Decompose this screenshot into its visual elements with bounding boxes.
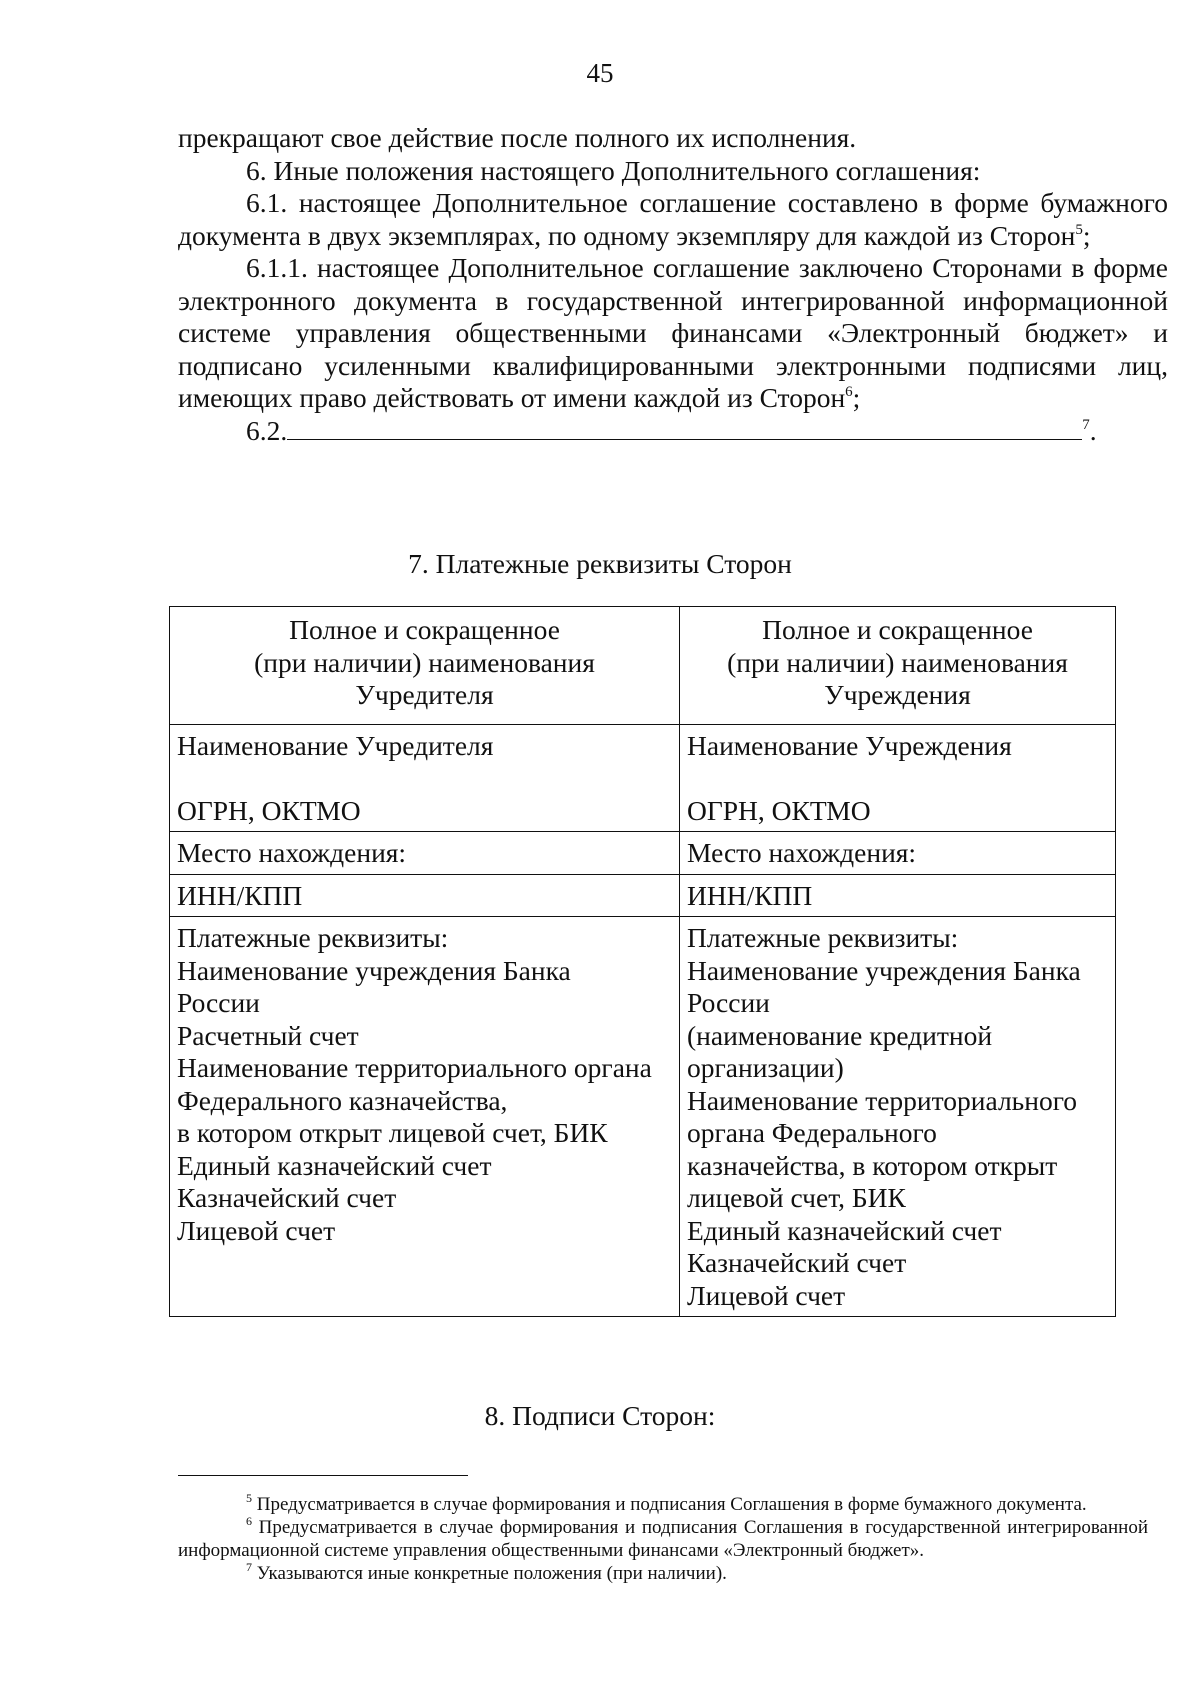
founder-name-cell: Наименование Учредителя ОГРН, ОКТМО <box>170 725 680 832</box>
footnote-7: $^7$ Указываются иные конкретные положения (при наличии). <box>246 1560 727 1584</box>
founder-location-cell: Место нахождения: <box>170 832 680 875</box>
paragraph-6-2: 6.2. $^7$. <box>246 414 1097 446</box>
page-number: 45 <box>586 58 614 88</box>
institution-name-cell: Наименование Учреждения ОГРН, ОКТМО <box>680 725 1116 832</box>
agreement-body <box>178 122 1168 447</box>
table-row <box>170 725 1116 832</box>
footnotes <box>178 1493 1148 1585</box>
payment-details-table <box>169 606 1116 1317</box>
institution-payment-cell: Платежные реквизиты: Наименование учреждения Банка России (наименование кредитной организации) Наименование территориального органа Федерального казначейства, в котором открыт лицевой счет, БИК Единый казначейский счет Казначейский счет Лицевой счет <box>680 917 1116 1317</box>
footnote-divider <box>178 1475 468 1476</box>
paragraph-termination: прекращают свое действие после полного их исполнения. <box>178 122 857 153</box>
section-8-title: 8. Подписи Сторон: <box>484 1400 716 1431</box>
footnote-6: $^6$ Предусматривается в случае формирования и подписания Соглашения в государственной интегрированной информационной системе управления общественными финансами «Электронный бюджет». <box>178 1514 1148 1561</box>
founder-inn-cell: ИНН/КПП <box>170 874 680 917</box>
header-institution: Полное и сокращенное (при наличии) наименования Учреждения <box>680 607 1116 725</box>
institution-location-cell: Место нахождения: <box>680 832 1116 875</box>
table-row <box>170 917 1116 1317</box>
founder-payment-cell: Платежные реквизиты: Наименование учреждения Банка России Расчетный счет Наименование территориального органа Федерального казначейства, в котором открыт лицевой счет, БИК Единый казначейский счет Казначейский счет Лицевой счет <box>170 917 680 1317</box>
institution-inn-cell: ИНН/КПП <box>680 874 1116 917</box>
footnote-ref-6: 6 <box>845 384 853 400</box>
footnote-ref-5: 5 <box>1075 221 1083 238</box>
footnote-5: $^5$ Предусматривается в случае формирования и подписания Соглашения в форме бумажного документа. <box>246 1491 1087 1515</box>
fill-in-blank <box>287 417 1082 440</box>
paragraph-other-provisions: 6. Иные положения настоящего Дополнительного соглашения: <box>246 154 981 186</box>
section-7-title: 7. Платежные реквизиты Сторон <box>408 548 792 579</box>
table-row <box>170 874 1116 917</box>
paragraph-6-1: 6.1. настоящее Дополнительное соглашение составлено в форме бумажного документа в двух экземплярах, по одному экземпляру для каждой из Сторон$^5$; <box>178 187 1168 251</box>
table-row <box>170 832 1116 875</box>
footnote-ref-7: 7 <box>1082 416 1090 433</box>
table-header-row <box>170 607 1116 725</box>
header-founder: Полное и сокращенное (при наличии) наименования Учредителя <box>170 607 680 725</box>
paragraph-6-1-1: 6.1.1. настоящее Дополнительное соглашение заключено Сторонами в форме электронного документа в государственной интегрированной информационной системе управления общественными финансами «Электронный бюджет» и подписано усиленными квалифицированными электронными подписями лиц, имеющих право действовать от имени каждой из Сторон$^6$; <box>178 252 1168 413</box>
